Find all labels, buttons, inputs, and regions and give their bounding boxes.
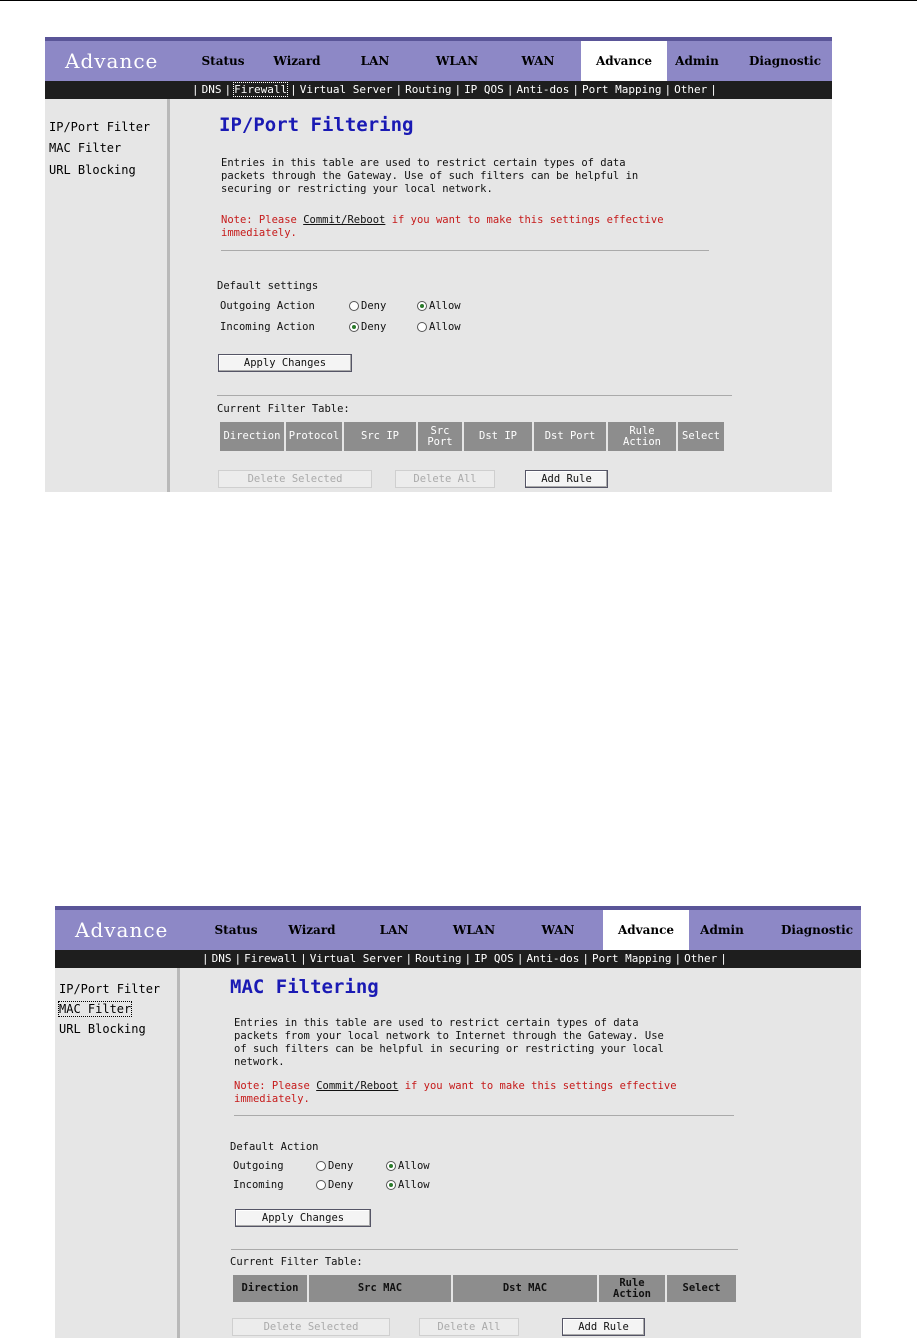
filter-table-header: [233, 1275, 736, 1302]
delete-all-button[interactable]: Delete All: [395, 470, 495, 488]
nav-tab-wlan[interactable]: WLAN: [452, 923, 496, 937]
subnav-routing[interactable]: Routing: [405, 83, 452, 96]
radio-selected-icon: [417, 301, 427, 311]
radio-label: Deny: [361, 321, 387, 333]
nav-tab-status[interactable]: Status: [201, 54, 245, 68]
radio-label: Allow: [429, 321, 461, 333]
sidebar-item-ip-port-filter[interactable]: IP/Port Filter: [49, 120, 151, 134]
description-line: securing or restricting your local network.: [221, 183, 493, 195]
col-rule-action: Rule Action: [599, 1275, 667, 1302]
subnav-firewall[interactable]: Firewall: [244, 952, 298, 965]
col-rule-action: Rule Action: [608, 422, 678, 451]
default-settings-label: Default settings: [217, 280, 319, 292]
col-protocol: Protocol: [286, 422, 344, 451]
col-dst-ip: Dst IP: [464, 422, 534, 451]
radio-icon: [316, 1180, 326, 1190]
nav-tab-wan[interactable]: WAN: [541, 923, 575, 937]
radio-selected-icon: [349, 322, 359, 332]
radio-label: Deny: [361, 300, 387, 312]
sidebar-item-url-blocking[interactable]: URL Blocking: [59, 1022, 146, 1036]
page-title: IP/Port Filtering: [219, 114, 414, 136]
page-top-rule: [0, 0, 917, 1]
subnav-routing[interactable]: Routing: [415, 952, 462, 965]
description-line: network.: [234, 1056, 285, 1068]
radio-icon: [316, 1161, 326, 1171]
nav-tab-diagnostic[interactable]: Diagnostic: [748, 54, 822, 68]
mac-filtering-screenshot: [55, 906, 861, 1338]
commit-note: [234, 1080, 677, 1106]
radio-label: Allow: [398, 1160, 430, 1172]
col-direction: Direction: [233, 1275, 309, 1302]
radio-icon: [417, 322, 427, 332]
commit-note: [221, 214, 664, 240]
incoming-deny-radio[interactable]: [316, 1179, 353, 1191]
subnav-virtual-server[interactable]: Virtual Server: [309, 952, 403, 965]
outgoing-label: Outgoing: [233, 1160, 284, 1172]
radio-icon: [349, 301, 359, 311]
add-rule-button[interactable]: Add Rule: [525, 470, 608, 488]
subnav-ip-qos[interactable]: IP QOS: [464, 83, 504, 96]
apply-changes-button[interactable]: Apply Changes: [235, 1209, 371, 1227]
add-rule-button[interactable]: Add Rule: [562, 1318, 645, 1336]
divider: [217, 395, 732, 396]
col-dst-mac: Dst MAC: [453, 1275, 599, 1302]
top-nav-bar: [45, 37, 832, 81]
radio-label: Deny: [328, 1160, 354, 1172]
radio-label: Deny: [328, 1179, 354, 1191]
sub-nav-bar: | DNS | Firewall | Virtual Server | Routing | IP QOS | Anti-dos | Port Mapping | Other |: [55, 950, 861, 968]
brand-title: Advance: [75, 918, 169, 942]
commit-reboot-link[interactable]: Commit/Reboot: [303, 214, 386, 226]
col-select: Select: [682, 1282, 721, 1294]
delete-selected-button[interactable]: Delete Selected: [218, 470, 372, 488]
divider: [231, 1249, 738, 1250]
default-action-label: Default Action: [230, 1141, 319, 1153]
subnav-ip-qos[interactable]: IP QOS: [474, 952, 514, 965]
filter-table-header: [220, 422, 724, 451]
subnav-port-mapping[interactable]: Port Mapping: [582, 83, 662, 96]
current-filter-table-label: Current Filter Table:: [217, 403, 350, 415]
current-filter-table-label: Current Filter Table:: [230, 1256, 363, 1268]
sidebar-item-ip-port-filter[interactable]: IP/Port Filter: [59, 982, 161, 996]
nav-tab-diagnostic[interactable]: Diagnostic: [780, 923, 854, 937]
radio-selected-icon: [386, 1161, 396, 1171]
col-select: Select: [682, 430, 720, 442]
sidebar: [55, 968, 180, 1338]
radio-selected-icon: [386, 1180, 396, 1190]
divider: [221, 250, 709, 251]
delete-all-button[interactable]: Delete All: [419, 1318, 519, 1336]
incoming-deny-radio[interactable]: [349, 321, 386, 333]
subnav-dns[interactable]: DNS: [201, 83, 222, 96]
incoming-allow-radio[interactable]: [386, 1179, 430, 1191]
description-line: of such filters can be helpful in securing or restricting your local: [234, 1043, 664, 1055]
nav-tab-advance[interactable]: Advance: [603, 910, 689, 950]
subnav-other[interactable]: Other: [684, 952, 718, 965]
outgoing-deny-radio[interactable]: [349, 300, 386, 312]
note-prefix: Note: Please: [234, 1080, 317, 1092]
outgoing-deny-radio[interactable]: [316, 1160, 353, 1172]
nav-tab-wizard[interactable]: Wizard: [273, 54, 321, 68]
subnav-firewall[interactable]: Firewall: [234, 83, 288, 96]
description-line: Entries in this table are used to restrict certain types of data: [234, 1017, 639, 1029]
sidebar-item-mac-filter[interactable]: MAC Filter: [59, 1002, 132, 1016]
radio-label: Allow: [398, 1179, 430, 1191]
nav-tab-status[interactable]: Status: [214, 923, 258, 937]
subnav-anti-dos[interactable]: Anti-dos: [526, 952, 580, 965]
subnav-other[interactable]: Other: [674, 83, 708, 96]
ip-port-filtering-screenshot: [45, 37, 832, 492]
description: [221, 157, 638, 196]
note-suffix: if you want to make this settings effective: [385, 214, 664, 226]
subnav-anti-dos[interactable]: Anti-dos: [516, 83, 570, 96]
description-line: Entries in this table are used to restrict certain types of data: [221, 157, 626, 169]
incoming-label: Incoming: [233, 1179, 284, 1191]
sidebar-item-mac-filter[interactable]: MAC Filter: [49, 141, 122, 155]
divider: [234, 1115, 734, 1116]
col-src-ip: Src IP: [344, 422, 418, 451]
nav-tab-lan[interactable]: LAN: [379, 923, 409, 937]
col-direction: Direction: [220, 422, 286, 451]
note-prefix: Note: Please: [221, 214, 304, 226]
nav-tab-wan[interactable]: WAN: [521, 54, 555, 68]
description-line: packets from your local network to Internet through the Gateway. Use: [234, 1030, 664, 1042]
outgoing-action-label: Outgoing Action: [220, 300, 315, 312]
nav-tab-lan[interactable]: LAN: [360, 54, 390, 68]
note-suffix: if you want to make this settings effective: [398, 1080, 677, 1092]
note-line2: immediately.: [221, 227, 297, 239]
incoming-action-label: Incoming Action: [220, 321, 315, 333]
top-nav-bar: [55, 906, 861, 950]
note-line2: immediately.: [234, 1093, 310, 1105]
radio-label: Allow: [429, 300, 461, 312]
sub-nav-bar: | DNS | Firewall | Virtual Server | Routing | IP QOS | Anti-dos | Port Mapping | Other |: [45, 81, 832, 99]
outgoing-allow-radio[interactable]: [417, 300, 461, 312]
apply-changes-button[interactable]: Apply Changes: [218, 354, 352, 372]
nav-tab-admin[interactable]: Admin: [675, 54, 719, 68]
subnav-dns[interactable]: DNS: [211, 952, 232, 965]
delete-selected-button[interactable]: Delete Selected: [232, 1318, 390, 1336]
incoming-allow-radio[interactable]: [417, 321, 461, 333]
nav-tab-admin[interactable]: Admin: [700, 923, 744, 937]
subnav-port-mapping[interactable]: Port Mapping: [592, 952, 672, 965]
sidebar: [45, 99, 170, 492]
subnav-virtual-server[interactable]: Virtual Server: [299, 83, 393, 96]
nav-tab-advance[interactable]: Advance: [581, 41, 667, 81]
col-dst-port: Dst Port: [534, 422, 608, 451]
page-title: MAC Filtering: [230, 976, 379, 998]
description: [234, 1017, 664, 1069]
outgoing-allow-radio[interactable]: [386, 1160, 430, 1172]
nav-tab-wlan[interactable]: WLAN: [435, 54, 479, 68]
brand-title: Advance: [65, 49, 159, 73]
nav-tab-wizard[interactable]: Wizard: [288, 923, 336, 937]
commit-reboot-link[interactable]: Commit/Reboot: [316, 1080, 399, 1092]
col-src-port: Src Port: [418, 422, 464, 451]
col-src-mac: Src MAC: [309, 1275, 453, 1302]
description-line: packets through the Gateway. Use of such filters can be helpful in: [221, 170, 639, 182]
sidebar-item-url-blocking[interactable]: URL Blocking: [49, 163, 136, 177]
